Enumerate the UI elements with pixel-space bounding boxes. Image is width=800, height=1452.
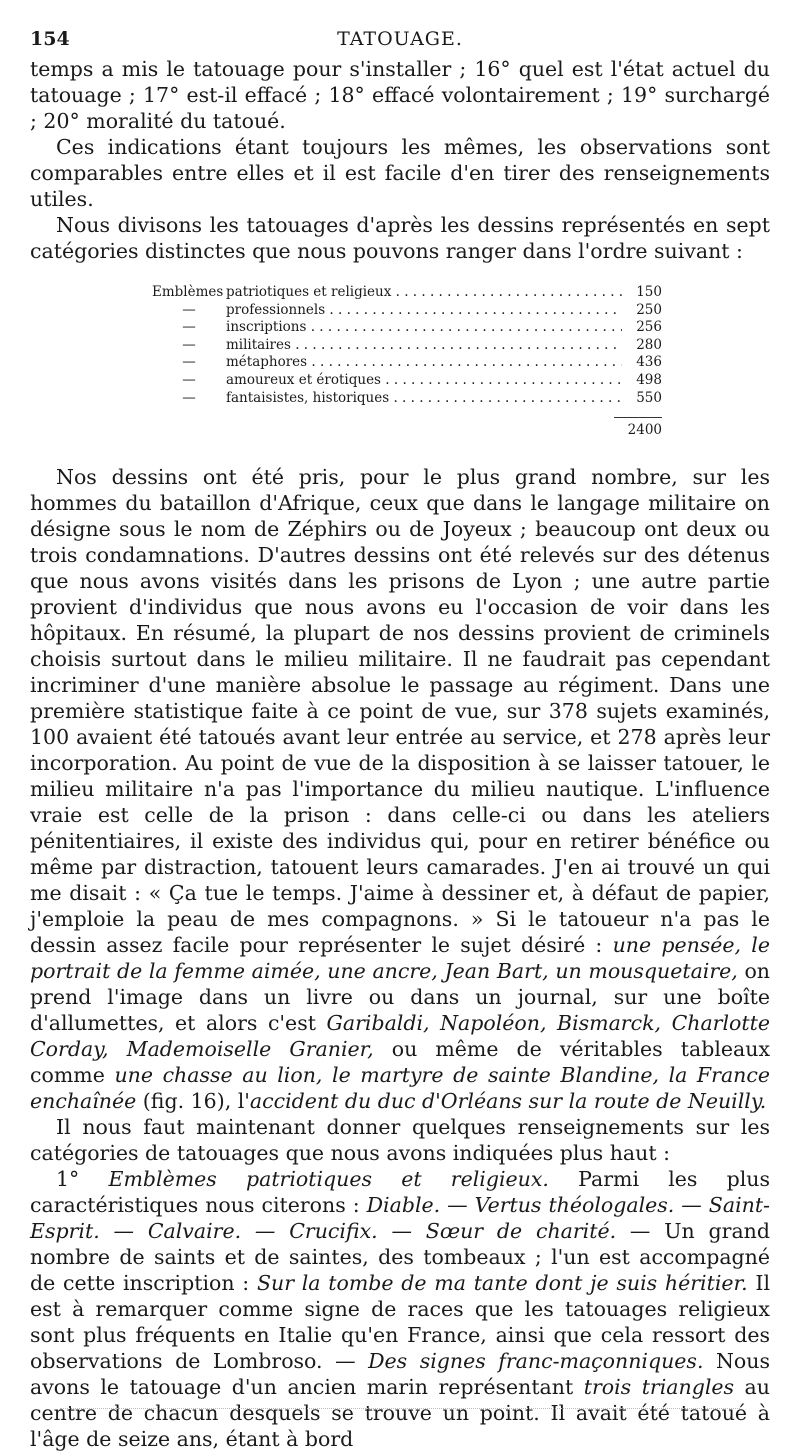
paragraph-6: 1° Emblèmes patriotiques et religieux. Parmi les plus caractéristiques nous citerons : Diable. — Vertus théologales. — Saint-Esprit. — Calvaire. — Crucifix. — Sœur de charité. — Un grand nombre de saints et de saintes, des tombeaux ; l'un est accompagné de cette inscription : Sur la tombe de ma tante dont je suis héritier. Il est à remarquer comme signe de races que les tatouages religieux sont plus fréquents en Italie qu'en France, ainsi que cela ressort des observations de Lombroso. — Des signes franc-maçonniques. Nous avons le tatouage d'un ancien marin représentant trois triangles au centre de chacun desquels se trouve un point. Il avait été tatoué à l'âge de seize ans, étant à bord — [30, 1167, 770, 1452]
row-label: amoureux et érotiques . . . — [226, 372, 622, 390]
table-total: 2400 — [614, 417, 662, 438]
running-title: TATOUAGE. — [337, 28, 463, 50]
row-value: 150 — [636, 284, 662, 300]
table-row — [152, 302, 662, 320]
ditto-dash: — — [182, 389, 196, 406]
row-value: 436 — [636, 354, 662, 371]
paragraph-5: Il nous faut maintenant donner quelques renseignements sur les catégories de tatouages que nous avons indiquées plus haut : — [30, 1115, 770, 1166]
row-label: fantaisistes, historiques . . . — [226, 390, 622, 408]
category-table — [152, 284, 662, 407]
paragraph-4: Nos dessins ont été pris, pour le plus grand nombre, sur les hommes du bataillon d'Afrique, ceux que dans le langage militaire on désigne sous le nom de Zéphirs ou de Joyeux ; beaucoup ont deux ou trois condamnations. D'autres dessins ont été relevés sur des détenus que nous avons visités dans les prisons de Lyon ; une autre partie provient d'individus que nous avons eu l'occasion de voir dans les hôpitaux. En résumé, la plupart de nos dessins provient de criminels choisis surtout dans le milieu militaire. Il ne faudrait pas cependant incriminer d'une manière absolue le passage au régiment. Dans une première statistique faite à ce point de vue, sur 378 sujets examinés, 100 avaient été tatoués avant leur entrée au service, et 278 après leur incorporation. Au point de vue de la disposition à se laisser tatouer, le milieu militaire n'a pas l'importance du milieu nautique. L'influence vraie est celle de la prison : dans celle-ci ou dans les ateliers pénitentiaires, il existe des individus qui, pour en retirer bénéfice ou même par distraction, tatouent leurs camarades. J'en ai trouvé un qui me disait : « Ça tue le temps. J'aime à dessiner et, à défaut de papier, j'emploie la peau de mes compagnons. » Si le tatoueur n'a pas le dessin assez facile pour représenter le sujet désiré : une pensée, le portrait de la femme aimée, une ancre, Jean Bart, un mousquetaire, on prend l'image dans un livre ou dans un journal, sur une boîte d'allumettes, et alors c'est Garibaldi, Napoléon, Bismarck, Charlotte Corday, Mademoiselle Granier, ou même de véritables tableaux comme une chasse au lion, le martyre de sainte Blandine, la France enchaînée (fig. 16), l'accident du duc d'Orléans sur la route de Neuilly. — [30, 465, 770, 1114]
ditto-dash: — — [182, 371, 196, 388]
table-row — [152, 337, 662, 355]
page-number: 154 — [30, 28, 70, 50]
table-row — [152, 319, 662, 337]
row-value: 250 — [636, 301, 662, 318]
row-value: 550 — [636, 389, 662, 406]
ditto-dash: — — [182, 301, 196, 318]
table-row — [152, 354, 662, 372]
paragraph-3: Nous divisons les tatouages d'après les dessins représentés en sept catégories distinctes que nous pouvons ranger dans l'ordre suivant : — [30, 213, 770, 263]
footer-rule — [60, 1408, 740, 1409]
ditto-dash: — — [182, 319, 196, 336]
ditto-dash: — — [182, 336, 196, 353]
paragraph-1: temps a mis le tatouage pour s'installer ; 16° quel est l'état actuel du tatouage ; 17° est-il effacé ; 18° effacé volontairement ; 19° surchargé ; 20° moralité du tatoué. — [30, 57, 770, 133]
ditto-dash: — — [182, 354, 196, 371]
row-label: patriotiques et religieux . . . — [226, 284, 622, 302]
paragraph-2: Ces indications étant toujours les mêmes, les observations sont comparables entre elles et il est facile d'en tirer des renseignements utiles. — [30, 135, 770, 211]
row-value: 280 — [636, 336, 662, 353]
page — [30, 28, 770, 1452]
row-value: 498 — [636, 371, 662, 388]
row-label: inscriptions . . . — [226, 319, 622, 337]
row-label: professionnels . . . — [226, 302, 622, 320]
row-label: métaphores . . . — [226, 354, 622, 372]
table-row — [152, 390, 662, 408]
running-header — [30, 28, 770, 56]
row-prefix: Emblèmes — [152, 284, 224, 300]
row-label: militaires . . . — [226, 337, 622, 355]
table-row — [152, 284, 662, 302]
table-row — [152, 372, 662, 390]
row-value: 256 — [636, 319, 662, 336]
